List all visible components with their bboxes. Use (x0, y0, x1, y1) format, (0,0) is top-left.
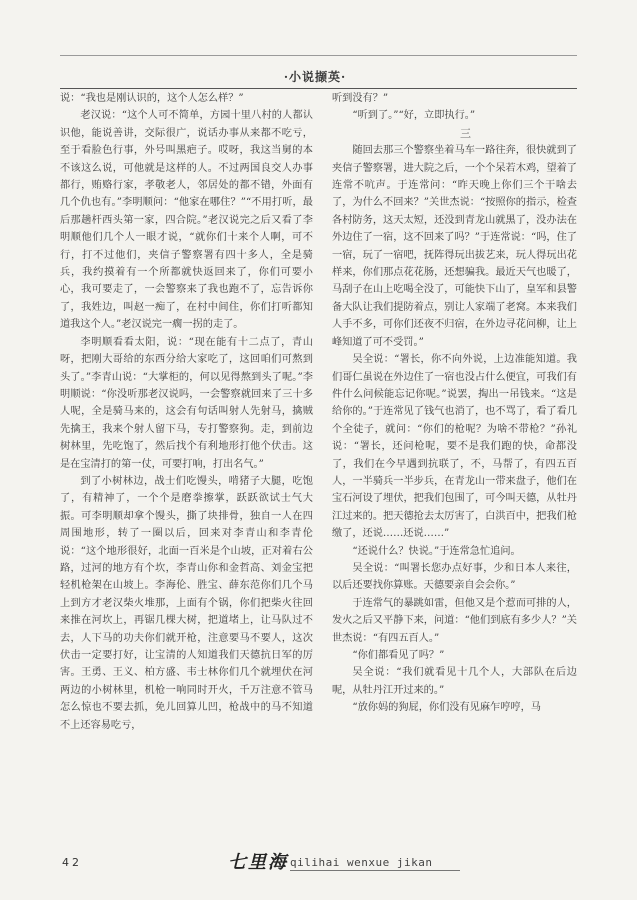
paragraph: 吴全说：“署长，你不向外说，上边准能知道。我们哥仁虽说在外边住了一宿也没占什么便宜，可我们有件什么问候能忘记你呢。”说罢，掏出一吊钱来。“这是给你的。”于连常见了钱气也消了，也不骂了，看了看几个全徒子，就问：“你们的枪呢？为啥不带枪？”孙礼说：“署长，还问枪呢，要不是我们跑的快，命都没了，我们在今早遇到抗联了，不，马帮了，有四五百人，一半骑兵一半步兵，在青龙山一带来盘子，他们在宝石河设了埋伏，把我们包围了，可今叫天德，从牡丹江过来的。把天德抢去太厉害了，白洪百中，把我们枪缴了，还说……还说……” (332, 354, 577, 540)
paragraph: 吴全说：“叫署长您办点好事，少和日本人来往，以后还要找你算账。天德要亲自会会你。” (332, 562, 577, 592)
magazine-url: qilihai wenxue jikan (290, 856, 433, 869)
right-column (332, 90, 577, 717)
section-tag: ·小说撷英· (283, 70, 347, 84)
paragraph: 李明顺看看太阳，说：“现在能有十二点了，青山呀，把刚大哥给的东西分给大家吃了，这回咱们可熬到头了。”李青山说：“大掌柜的，何以见得熬到头了呢。”李明顺说：“你没听那老汉说吗，一会警察就回来了三十多人呢，全是骑马来的，这会有句话叫射人先射马，擒贼先擒王，我来个射人留下马，专打警察狗。走，到前边树林里，先吃饱了，然后找个有利地形打他个伏击。这是在宝清打的第一仗，可要打响，打出名气。” (60, 336, 313, 470)
paragraph: 到了小树林边，战士们吃馒头，啃猪子大腿，吃饱了，有精神了，一个个是磨拳擦掌，跃跃欲试士气大振。可李明顺却拿个馒头，撕了块排骨，独自一人在四周围地形，转了一圈以后，回来对李青山和李青伦说：“这个地形很好，北面一百米是个山坡，正对着右公路，过河的地方有个坎，李青山你和金哲高、刘金宝把轻机枪架在山坡上。李海伦、胜宝、薛东范你们几个马上到方才老汉柴火堆那，上面有个锅，你们把柴火往回来推在河坎上，再锯几棵大树，把道堵上，让马队过不去，人下马的功夫你们就开枪，注意要马不要人，这次伏击一定要打好，让宝清的人知道我们天德抗日军的厉害。王勇、王义、柏方盛、韦士林你们几个就埋伏在河两边的小树林里，机枪一响同时开火，千万注意不管马怎么惊也不要去抓，免儿回算儿凹，枪战中的马不知道不上还容易吃亏， (60, 475, 313, 731)
paragraph: 吴全说：“我们就看见十几个人，大部队在后边呢，从牡丹江开过来的。” (332, 667, 577, 696)
paragraph: “听到了。”“好，立即执行。” (352, 110, 476, 122)
paragraph: “还说什么？快说。”于连常急忙追问。 (352, 545, 521, 557)
paragraph: 老汉说：“这个人可不简单，方园十里八村的人都认识他，能说善讲，交际很广，说话办事从来都不吃亏，至于看脸色行事，外号叫黑疤子。哎呀，我这当舅的本不该这么说，可他就是这样的人。不过两国良交人办事都行，贿赂行家，孝敬老人，邻居处的都不错，外面有几个仇也有。”李明顺问：“他家在哪住？”“不用打听，最后那趟杆西头第一家，四合院。”老汉说完之后又看了李明顺他们几个人一眼才说，“就你们十来个人啊，可不行，打不过他们，夹信子警察署有四十多人，全是骑兵，我约摸着有一个所都就快返回来了，你们可要小心，我可要走了，一会警察来了我也跑不了，忘告诉你了，我姓边，叫赵一痴了，在村中间住，你们打听都知道我这个人。”老汉说完一瘸一拐的走了。 (60, 110, 313, 331)
paragraph: 随回去那三个警察坐着马车一路往奔，很快就到了夹信子警察署，进大院之后，一个个呆若木鸡，望着了连常不吭声。于连常问：“昨天晚上你们三个干啥去了，为什么不回来？”关世杰说：“按照你的指示，检查各村防务，这天太短，还没到青龙山就黑了，没办法在外边住了一宿，这不回来了吗？”于连常说：“吗，住了一宿，玩了一宿吧，抚阵得玩出拔艺来，玩人得玩出花样来，你们那点花花肠，还想骗我。最近天气也暖了，马刮子在山上吃喝全没了，可能快下山了，皇军和县警备大队让我们提防着点，别让人家端了老窝。本来我们人手不多，可你们还夜不归宿，在外边寻花问柳，让上峰知道了可不受罚。” (332, 145, 577, 348)
paragraph: “你们都看见了吗？” (352, 650, 445, 661)
magazine-logo: 七里海 (228, 852, 288, 873)
footer-rule (290, 870, 460, 871)
paragraph: 于连常气的暴跳如雷，但他又是个惹而可排的人，发火之后又平静下来，问道：“他们到底有多少人？”关世杰说：“有四五百人。” (332, 597, 577, 644)
paragraph: 说：“我也是刚认识的，这个人怎么样？” (60, 93, 244, 104)
page-number: 42 (62, 856, 82, 869)
paragraph: “放你妈的狗屁，你们没有见麻乍哼哼，马 (352, 702, 541, 714)
section-number: 三 (460, 126, 471, 140)
paragraph: 听到没有？” (332, 93, 389, 104)
left-column (60, 90, 313, 734)
header-rule (60, 88, 577, 89)
header-top-rule (60, 55, 577, 56)
